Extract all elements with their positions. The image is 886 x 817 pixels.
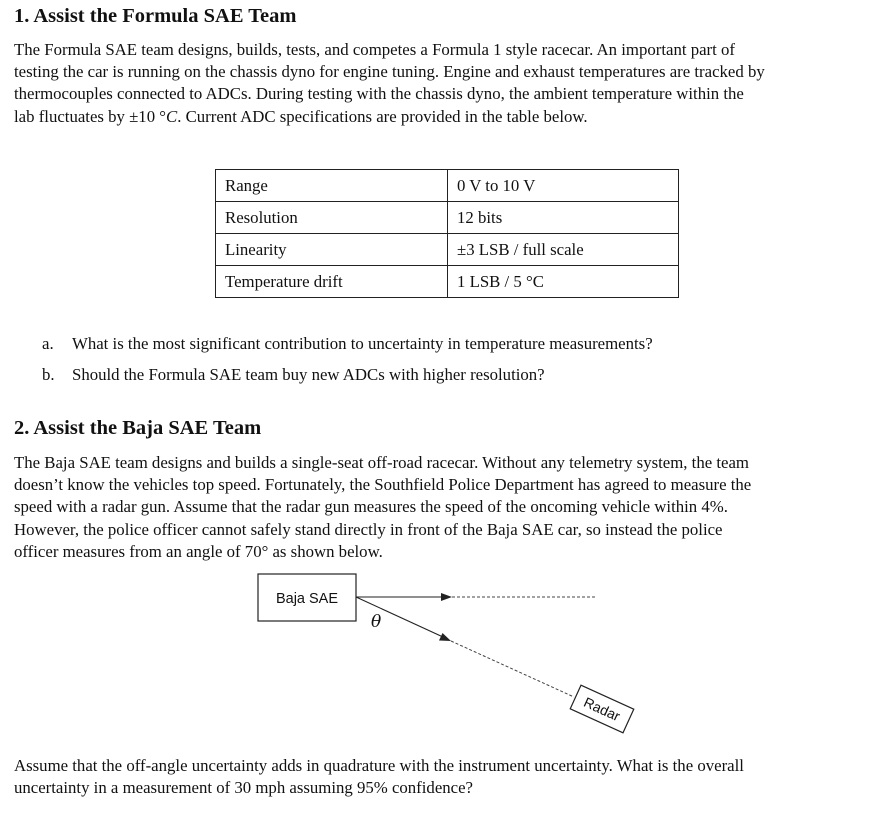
spec-value: 1 LSB / 5 °C — [448, 266, 679, 298]
paragraph-line: Assume that the off-angle uncertainty adds in quadrature with the instrument uncertainty. What is the overall — [14, 756, 744, 775]
paragraph-line: officer measures from an angle of 70° as shown below. — [14, 541, 383, 561]
paragraph-line: The Baja SAE team designs and builds a single-seat off-road racecar. Without any telemetry system, the team — [14, 453, 749, 472]
question-label: b. — [42, 365, 55, 384]
spec-value: ±3 LSB / full scale — [448, 234, 679, 266]
radar-box — [570, 685, 634, 733]
car-label: Baja SAE — [275, 591, 339, 607]
paragraph-line: testing the car is running on the chassis dyno for engine tuning. Engine and exhaust temperatures are tracked by — [14, 62, 765, 82]
question-label: a. — [42, 334, 54, 353]
angled-line — [356, 597, 443, 637]
spec-name: Range — [216, 170, 448, 202]
unit-variable: C — [166, 106, 178, 126]
paragraph-line: speed with a radar gun. Assume that the radar gun measures the speed of the oncoming vehicle within 4%. — [14, 497, 728, 517]
spec-value: 0 V to 10 V — [448, 170, 679, 202]
section1-heading: 1. Assist the Formula SAE Team — [14, 5, 297, 27]
angled-dashed-line — [451, 641, 574, 697]
spec-name: Resolution — [216, 202, 448, 234]
paragraph-line: thermocouples connected to ADCs. During testing with the chassis dyno, the ambient temperature within the — [14, 84, 744, 104]
radar-label: Radar — [581, 693, 623, 725]
paragraph-line: However, the police officer cannot safely stand directly in front of the Baja SAE car, so instead the police — [14, 519, 723, 539]
spec-value: 12 bits — [448, 202, 679, 234]
angle-label: θ — [371, 612, 382, 632]
spec-name: Linearity — [216, 234, 448, 266]
paragraph-line: doesn’t know the vehicles top speed. Fortunately, the Southfield Police Department has agreed to measure the — [14, 475, 752, 495]
paragraph-line: The Formula SAE team designs, builds, tests, and competes a Formula 1 style racecar. An important part of — [14, 40, 735, 59]
section2-heading: 2. Assist the Baja SAE Team — [14, 417, 262, 439]
angled-arrowhead — [439, 633, 451, 641]
line-text: . Current ADC specifications are provided in the table below. — [177, 106, 588, 126]
direct-arrowhead — [441, 593, 452, 601]
section2-closing — [14, 755, 880, 799]
line-text: lab fluctuates by ±10 ° — [14, 106, 166, 126]
question-text: Should the Formula SAE team buy new ADCs with higher resolution? — [72, 365, 545, 384]
spec-name: Temperature drift — [216, 266, 448, 298]
question-text: What is the most significant contribution to uncertainty in temperature measurements? — [72, 334, 653, 353]
paragraph-line: uncertainty in a measurement of 30 mph assuming 95% confidence? — [14, 778, 474, 798]
